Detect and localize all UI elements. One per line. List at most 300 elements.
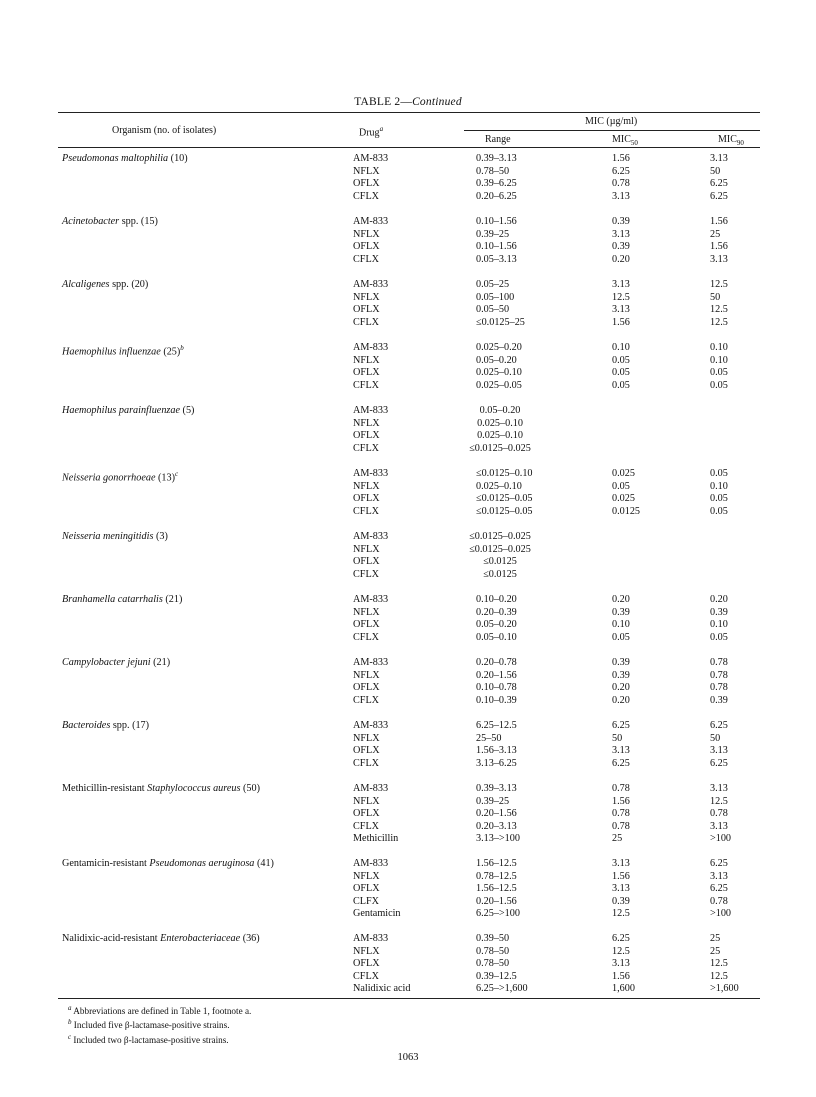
- table-row: [0, 808, 816, 821]
- organism-count: (13): [155, 472, 176, 484]
- organism-name: Enterobacteriaceae: [160, 933, 241, 944]
- mic90-cell: 0.10: [710, 619, 728, 631]
- table-row: [0, 367, 816, 380]
- drug-cell: AM-833: [353, 531, 389, 542]
- table-row: [0, 216, 816, 229]
- header-mic50: [612, 134, 638, 147]
- table-row: [0, 405, 816, 418]
- organism-name: Neisseria meningitidis: [62, 531, 154, 542]
- table-row: [0, 468, 816, 484]
- organism-name: Branhamella catarrhalis: [62, 594, 163, 605]
- mic50-cell: 0.05: [612, 480, 630, 492]
- mic50-cell: 0.20: [612, 594, 630, 605]
- mic90-cell: 25: [710, 228, 721, 240]
- organism-name: Acinetobacter: [62, 216, 120, 227]
- range-cell: 0.05–100: [476, 291, 515, 303]
- range-cell: 6.25–>100: [476, 908, 520, 920]
- mic50-cell: 0.10: [612, 619, 630, 631]
- table-row: [0, 670, 816, 683]
- mic50-cell: 3.13: [612, 304, 630, 316]
- mic90-cell: 1.56: [710, 241, 728, 253]
- table-row: [0, 191, 816, 204]
- mic90-cell: 12.5: [710, 958, 728, 970]
- header-mic90: [718, 134, 744, 147]
- table-row: [0, 983, 816, 996]
- table-row: [0, 858, 816, 871]
- table-row: [0, 544, 816, 557]
- drug-cell: CFLX: [353, 694, 380, 706]
- table-row: [0, 380, 816, 393]
- header-mic50-base: MIC: [612, 134, 631, 145]
- drug-cell: CFLX: [353, 442, 380, 454]
- range-cell: 6.25–>1,600: [476, 983, 528, 995]
- mic90-cell: >100: [710, 833, 732, 845]
- range-cell: 1.56–12.5: [476, 858, 517, 869]
- drug-cell: OFLX: [353, 556, 380, 568]
- range-cell: ≤0.0125–0.025: [469, 531, 531, 542]
- mic50-cell: 0.78: [612, 808, 630, 820]
- table-row: [0, 871, 816, 884]
- drug-cell: Nalidixic acid: [353, 983, 411, 995]
- organism-name: Pseudomonas aeruginosa: [149, 858, 255, 869]
- table-row: [0, 178, 816, 191]
- mic90-cell: 0.20: [710, 594, 728, 605]
- mic90-cell: 3.13: [710, 745, 728, 757]
- mic90-cell: 3.13: [710, 820, 728, 832]
- range-cell: 0.025–0.10: [477, 430, 523, 442]
- table-row: [0, 355, 816, 368]
- header-drug-label: Drug: [359, 127, 380, 139]
- range-cell: 0.05–0.20: [476, 619, 517, 631]
- table-row: [0, 758, 816, 771]
- mic90-cell: 0.05: [710, 367, 728, 379]
- mic50-cell: 6.25: [612, 165, 630, 177]
- range-cell: ≤0.0125–0.05: [476, 505, 533, 517]
- drug-cell: AM-833: [353, 720, 389, 731]
- drug-cell: NFLX: [353, 165, 380, 177]
- mic90-cell: 50: [710, 165, 721, 177]
- mic90-cell: 50: [710, 732, 721, 744]
- table-row: [0, 733, 816, 746]
- mic50-cell: 12.5: [612, 945, 630, 957]
- mic90-cell: 0.78: [710, 657, 728, 668]
- range-cell: 0.05–3.13: [476, 253, 517, 265]
- mic50-cell: 0.10: [612, 342, 630, 353]
- mic50-cell: 3.13: [612, 958, 630, 970]
- caption-suffix: Continued: [412, 96, 462, 108]
- mic50-cell: 3.13: [612, 228, 630, 240]
- drug-cell: OFLX: [353, 883, 380, 895]
- mic90-cell: 0.10: [710, 354, 728, 366]
- mic50-cell: 0.0125: [612, 505, 641, 517]
- footnote-c: [62, 1032, 251, 1046]
- range-cell: 0.78–50: [476, 165, 510, 177]
- drug-cell: AM-833: [353, 342, 389, 353]
- range-cell: 0.20–6.25: [476, 190, 517, 202]
- range-cell: 0.78–50: [476, 958, 510, 970]
- mic50-cell: 0.025: [612, 493, 635, 505]
- table-row: [0, 896, 816, 909]
- range-cell: 0.10–1.56: [476, 216, 517, 227]
- drug-cell: CFLX: [353, 190, 380, 202]
- mic90-cell: 12.5: [710, 970, 728, 982]
- table-row: [0, 418, 816, 431]
- range-cell: 3.13–>100: [476, 833, 520, 845]
- table-row: [0, 481, 816, 494]
- table-row: [0, 971, 816, 984]
- range-cell: 0.05–0.10: [476, 631, 517, 643]
- range-cell: 0.10–0.39: [476, 694, 517, 706]
- range-cell: ≤0.0125: [483, 568, 517, 580]
- header-mic: MIC (µg/ml): [585, 116, 638, 127]
- mic50-cell: 50: [612, 732, 623, 744]
- table-row: [0, 821, 816, 834]
- header-organism: Organism (no. of isolates): [112, 125, 217, 136]
- drug-cell: OFLX: [353, 619, 380, 631]
- range-cell: 0.05–0.20: [476, 354, 517, 366]
- drug-cell: CFLX: [353, 970, 380, 982]
- drug-cell: OFLX: [353, 808, 380, 820]
- header-mic90-base: MIC: [718, 134, 737, 145]
- drug-cell: NFLX: [353, 291, 380, 303]
- organism-count: (21): [150, 657, 171, 668]
- mic50-cell: 0.39: [612, 895, 630, 907]
- table-row: [0, 632, 816, 645]
- mic90-cell: 0.05: [710, 379, 728, 391]
- table-row: [0, 304, 816, 317]
- range-cell: 0.025–0.10: [476, 367, 522, 379]
- table-row: [0, 317, 816, 330]
- organism-count: (5): [180, 405, 195, 416]
- mic90-cell: 25: [710, 933, 721, 944]
- range-cell: 0.10–0.78: [476, 682, 517, 694]
- mic50-cell: 12.5: [612, 291, 630, 303]
- organism-name: Neisseria gonorrhoeae: [62, 472, 156, 484]
- footnote-mark: b: [68, 1018, 72, 1027]
- organism-count: (10): [168, 153, 188, 164]
- drug-cell: AM-833: [353, 468, 389, 479]
- range-cell: 6.25–12.5: [476, 720, 517, 731]
- range-cell: ≤0.0125–25: [476, 316, 525, 328]
- mic50-cell: 0.025: [612, 468, 635, 479]
- mic90-cell: 1.56: [710, 216, 728, 227]
- mic50-cell: 0.39: [612, 241, 630, 253]
- drug-cell: NFLX: [353, 228, 380, 240]
- organism-count: spp. (17): [110, 720, 150, 731]
- drug-cell: CLFX: [353, 895, 380, 907]
- table-row: [0, 883, 816, 896]
- mic50-cell: 3.13: [612, 745, 630, 757]
- drug-cell: AM-833: [353, 594, 389, 605]
- drug-cell: NFLX: [353, 417, 380, 429]
- mic50-cell: 3.13: [612, 883, 630, 895]
- mic50-cell: 3.13: [612, 190, 630, 202]
- mic90-cell: 3.13: [710, 253, 728, 265]
- drug-cell: AM-833: [353, 933, 389, 944]
- organism-name: Haemophilus influenzae: [62, 346, 161, 358]
- mic50-cell: 6.25: [612, 720, 630, 731]
- range-cell: 0.78–50: [476, 945, 510, 957]
- range-cell: 0.39–50: [476, 933, 510, 944]
- footnote-text: Included two β-lactamase-positive strains.: [73, 1035, 229, 1045]
- range-cell: ≤0.0125–0.025: [469, 543, 531, 555]
- drug-cell: NFLX: [353, 354, 380, 366]
- mic50-cell: 0.39: [612, 216, 630, 227]
- table-row: [0, 682, 816, 695]
- table-row: [0, 619, 816, 632]
- table-row: [0, 569, 816, 582]
- organism-count: (41): [254, 858, 274, 869]
- table-row: [0, 946, 816, 959]
- organism-name: Alcaligenes: [62, 279, 110, 290]
- header-range: Range: [485, 134, 511, 145]
- mic90-cell: >100: [710, 908, 732, 920]
- drug-cell: AM-833: [353, 405, 389, 416]
- mic50-cell: 0.78: [612, 178, 630, 190]
- table-row: [0, 695, 816, 708]
- drug-cell: CFLX: [353, 757, 380, 769]
- organism-count: spp. (15): [119, 216, 158, 227]
- table-row: [0, 254, 816, 267]
- footnote-text: Abbreviations are defined in Table 1, footnote a.: [73, 1006, 252, 1017]
- drug-cell: AM-833: [353, 216, 389, 227]
- organism-count: (25): [160, 346, 181, 358]
- mic50-cell: 0.05: [612, 631, 630, 643]
- drug-cell: AM-833: [353, 783, 389, 794]
- footnote-mark: a: [68, 1004, 72, 1012]
- drug-cell: AM-833: [353, 657, 389, 668]
- footnote-a: [62, 1003, 251, 1017]
- mic50-cell: 1.56: [612, 870, 630, 882]
- organism-count: (36): [240, 933, 260, 944]
- mic50-cell: 0.05: [612, 354, 630, 366]
- mic90-cell: 0.39: [710, 694, 728, 706]
- mic90-cell: 6.25: [710, 720, 728, 731]
- range-cell: ≤0.0125–0.025: [469, 442, 531, 454]
- mic50-cell: 12.5: [612, 908, 630, 920]
- header-mic90-sub: 90: [736, 139, 744, 147]
- organism-count: (50): [240, 783, 260, 794]
- footnote-mark: c: [68, 1032, 72, 1041]
- mic50-cell: 1.56: [612, 316, 630, 328]
- mic50-cell: 1,600: [612, 983, 635, 995]
- drug-cell: CFLX: [353, 316, 380, 328]
- mic50-cell: 0.39: [612, 606, 630, 618]
- range-cell: ≤0.0125–0.10: [476, 468, 533, 479]
- drug-cell: CFLX: [353, 631, 380, 643]
- organism-footnote-mark: c: [175, 470, 179, 478]
- table-row: [0, 279, 816, 292]
- drug-cell: OFLX: [353, 304, 380, 316]
- drug-cell: OFLX: [353, 367, 380, 379]
- range-cell: 0.39–3.13: [476, 783, 517, 794]
- table-row: [0, 607, 816, 620]
- range-cell: 1.56–12.5: [476, 883, 517, 895]
- table-row: [0, 657, 816, 670]
- drug-cell: OFLX: [353, 178, 380, 190]
- mic90-cell: 0.78: [710, 669, 728, 681]
- mic90-cell: 6.25: [710, 190, 728, 202]
- mic90-cell: 6.25: [710, 883, 728, 895]
- organism-count: spp. (20): [109, 279, 149, 290]
- mic50-cell: 0.39: [612, 669, 630, 681]
- mic90-cell: 0.05: [710, 505, 728, 517]
- table-row: [0, 531, 816, 544]
- range-cell: 0.20–0.78: [476, 657, 517, 668]
- mic90-cell: 0.78: [710, 808, 728, 820]
- organism-name: Campylobacter jejuni: [62, 657, 151, 668]
- mic90-cell: 0.39: [710, 606, 728, 618]
- mic90-cell: 3.13: [710, 870, 728, 882]
- mic90-cell: 0.10: [710, 342, 728, 353]
- table-row: [0, 506, 816, 519]
- mic-subrule: [464, 130, 760, 131]
- mic90-cell: 6.25: [710, 757, 728, 769]
- table-row: [0, 229, 816, 242]
- range-cell: 0.39–25: [476, 228, 510, 240]
- mic50-cell: 1.56: [612, 970, 630, 982]
- mic90-cell: 12.5: [710, 304, 728, 316]
- drug-cell: NFLX: [353, 732, 380, 744]
- table-row: [0, 166, 816, 179]
- mic90-cell: 0.05: [710, 631, 728, 643]
- table-row: [0, 153, 816, 166]
- bottom-rule: [58, 998, 760, 999]
- mic90-cell: 0.78: [710, 682, 728, 694]
- organism-count: (21): [162, 594, 183, 605]
- table-row: [0, 443, 816, 456]
- range-cell: 0.05–0.20: [479, 405, 521, 416]
- drug-cell: OFLX: [353, 745, 380, 757]
- range-cell: ≤0.0125–0.05: [476, 493, 533, 505]
- mic90-cell: 12.5: [710, 795, 728, 807]
- drug-cell: NFLX: [353, 945, 380, 957]
- table-row: [0, 720, 816, 733]
- table-row: [0, 430, 816, 443]
- range-cell: 0.10–1.56: [476, 241, 517, 253]
- drug-cell: CFLX: [353, 505, 380, 517]
- drug-cell: AM-833: [353, 858, 389, 869]
- range-cell: 0.20–1.56: [476, 808, 517, 820]
- drug-cell: Gentamicin: [353, 908, 401, 920]
- mic90-cell: 6.25: [710, 858, 728, 869]
- range-cell: 0.20–1.56: [476, 669, 517, 681]
- range-cell: 0.10–0.20: [476, 594, 517, 605]
- mic50-cell: 6.25: [612, 757, 630, 769]
- table-row: [0, 342, 816, 358]
- mic50-cell: 25: [612, 833, 623, 845]
- range-cell: 0.05–25: [476, 279, 510, 290]
- drug-cell: NFLX: [353, 480, 380, 492]
- table-row: [0, 833, 816, 846]
- header-drug-mark: a: [379, 125, 384, 133]
- table-caption: [0, 96, 816, 108]
- drug-cell: AM-833: [353, 279, 389, 290]
- drug-cell: AM-833: [353, 153, 389, 164]
- drug-cell: CFLX: [353, 568, 380, 580]
- header-mic50-sub: 50: [630, 139, 638, 147]
- drug-cell: NFLX: [353, 606, 380, 618]
- page-number: 1063: [397, 1052, 419, 1063]
- organism-name: Haemophilus parainfluenzae: [62, 405, 180, 416]
- drug-cell: CFLX: [353, 253, 380, 265]
- mic50-cell: 0.78: [612, 820, 630, 832]
- range-cell: 1.56–3.13: [476, 745, 517, 757]
- range-cell: 0.05–50: [476, 304, 510, 316]
- mic90-cell: 3.13: [710, 153, 728, 164]
- organism-prefix: Gentamicin-resistant: [62, 858, 150, 869]
- table-row: [0, 292, 816, 305]
- range-cell: 0.39–12.5: [476, 970, 517, 982]
- footnote-text: Included five β-lactamase-positive strains.: [73, 1020, 230, 1031]
- header-drug: [359, 125, 383, 138]
- drug-cell: NFLX: [353, 870, 380, 882]
- table-row: [0, 556, 816, 569]
- range-cell: 0.20–1.56: [476, 895, 517, 907]
- table-row: [0, 796, 816, 809]
- header-rule: [58, 147, 760, 148]
- organism-footnote-mark: b: [180, 344, 184, 352]
- mic90-cell: 6.25: [710, 178, 728, 190]
- mic50-cell: 6.25: [612, 933, 630, 944]
- organism-prefix: Nalidixic-acid-resistant: [62, 933, 161, 944]
- mic50-cell: 0.20: [612, 253, 630, 265]
- organism-name: Bacteroides: [62, 720, 111, 731]
- drug-cell: NFLX: [353, 795, 380, 807]
- drug-cell: CFLX: [353, 379, 380, 391]
- mic90-cell: >1,600: [710, 983, 739, 995]
- drug-cell: NFLX: [353, 543, 380, 555]
- mic50-cell: 0.05: [612, 367, 630, 379]
- mic50-cell: 0.20: [612, 694, 630, 706]
- table-row: [0, 958, 816, 971]
- mic90-cell: 25: [710, 945, 721, 957]
- mic90-cell: 0.78: [710, 895, 728, 907]
- drug-cell: OFLX: [353, 958, 380, 970]
- organism-count: (3): [153, 531, 168, 542]
- mic90-cell: 12.5: [710, 279, 728, 290]
- caption-prefix: TABLE 2—: [354, 96, 413, 108]
- table-row: [0, 745, 816, 758]
- range-cell: 0.39–25: [476, 795, 510, 807]
- footnotes: [62, 1003, 251, 1046]
- drug-cell: OFLX: [353, 493, 380, 505]
- mic50-cell: 0.20: [612, 682, 630, 694]
- range-cell: ≤0.0125: [483, 556, 517, 568]
- drug-cell: Methicillin: [353, 833, 399, 845]
- mic90-cell: 3.13: [710, 783, 728, 794]
- range-cell: 0.78–12.5: [476, 870, 517, 882]
- mic90-cell: 0.05: [710, 493, 728, 505]
- drug-cell: NFLX: [353, 669, 380, 681]
- range-cell: 0.20–3.13: [476, 820, 517, 832]
- drug-cell: OFLX: [353, 430, 380, 442]
- organism-name: Staphylococcus aureus: [147, 783, 241, 794]
- mic50-cell: 3.13: [612, 279, 630, 290]
- organism-prefix: Methicillin-resistant: [62, 783, 148, 794]
- table-row: [0, 493, 816, 506]
- table-row: [0, 594, 816, 607]
- drug-cell: OFLX: [353, 241, 380, 253]
- mic50-cell: 1.56: [612, 795, 630, 807]
- table-row: [0, 783, 816, 796]
- footnote-b: [62, 1017, 251, 1031]
- table-row: [0, 908, 816, 921]
- mic50-cell: 0.78: [612, 783, 630, 794]
- range-cell: 0.20–0.39: [476, 606, 517, 618]
- organism-name: Pseudomonas maltophilia: [62, 153, 169, 164]
- range-cell: 25–50: [476, 732, 502, 744]
